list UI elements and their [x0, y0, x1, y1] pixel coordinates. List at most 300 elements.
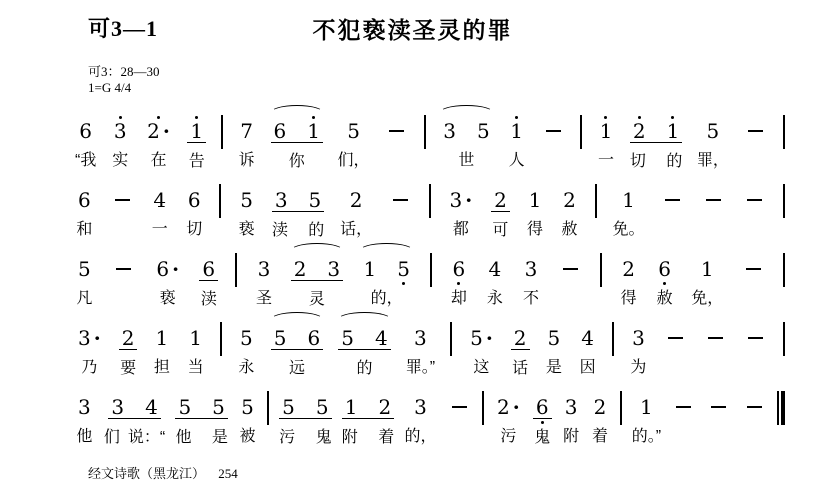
note [450, 242, 469, 310]
octave-dot-low [402, 282, 405, 285]
note-digit: 3 [111, 395, 125, 419]
hold-dash [660, 173, 685, 241]
note-digit: 1 [528, 188, 542, 212]
note [111, 104, 130, 172]
hold-dash [742, 173, 767, 241]
slur-group [272, 173, 324, 242]
note [108, 390, 127, 418]
note-digit: 2 [121, 326, 135, 350]
note-digit: 5 [273, 326, 287, 350]
note [491, 173, 510, 242]
note-digit: 1 [344, 395, 358, 419]
lyric: 可 [492, 222, 509, 239]
slur-arc [270, 312, 324, 328]
note-digit: 6 [273, 119, 287, 143]
hold-dash [384, 104, 409, 172]
note-digit: 2 [494, 188, 507, 212]
note-digit: 5 [470, 326, 483, 350]
slur-group [630, 104, 682, 173]
note [199, 242, 218, 311]
page-title: 不犯亵渎圣灵的罪 [312, 17, 513, 43]
hymn-number: 254 [218, 466, 238, 481]
lyric [457, 427, 461, 448]
lyric: 要 [120, 360, 137, 377]
note [545, 311, 564, 379]
slur-arc [270, 105, 324, 121]
note-digit: 2 [293, 257, 307, 281]
augmentation-dot: · [93, 326, 101, 350]
augmentation-dot: · [162, 119, 170, 143]
slur-arc [290, 243, 344, 259]
hold-dash [663, 311, 688, 379]
note-digit: 7 [240, 119, 253, 143]
note-digit: 2 [513, 326, 527, 350]
lyric: 的， [370, 290, 403, 307]
slur-group [279, 380, 331, 449]
lyric: 人 [508, 152, 525, 169]
lyric: 着 [378, 429, 395, 446]
lyric: 赦 [561, 221, 578, 238]
note [279, 390, 298, 418]
lyric [398, 220, 402, 241]
lyrics [630, 152, 682, 173]
music-line [0, 380, 825, 449]
lyric: 附 [341, 429, 358, 446]
lyric: 亵 [238, 221, 255, 238]
note [591, 380, 610, 448]
note [238, 380, 257, 448]
lyric: 这 [473, 359, 490, 376]
barline [220, 311, 222, 356]
note-digit: 1 [666, 119, 680, 143]
slur-group [175, 380, 227, 449]
lyric: 你 [288, 153, 305, 170]
note [560, 173, 579, 241]
note [342, 390, 361, 418]
slur-group [104, 380, 165, 449]
lyric: 得 [620, 290, 637, 307]
barline [429, 173, 431, 218]
lyric: 鬼 [315, 429, 332, 446]
note-digit: 4 [153, 188, 167, 212]
lyric: 污 [279, 429, 296, 446]
key-time-signature: 1=G 4/4 [88, 80, 132, 95]
note-digit: 1 [155, 326, 169, 350]
note [255, 242, 274, 310]
note-digit: 1 [363, 257, 377, 281]
lyric [754, 151, 758, 172]
note-digit: 5 [78, 257, 91, 281]
note-digit: 6 [202, 257, 216, 281]
lyrics [175, 428, 227, 449]
hold-dash [541, 104, 566, 172]
barline [424, 104, 426, 149]
lyrics [272, 221, 324, 242]
music-line [0, 104, 825, 173]
lyric: 当 [187, 359, 204, 376]
note-digit: 2 [632, 119, 646, 143]
augmentation-dot: · [485, 326, 493, 350]
note-digit: 1 [640, 395, 653, 419]
note-digit: 3 [443, 119, 456, 143]
note-digit: 2 [378, 395, 392, 419]
note [404, 380, 436, 448]
note-digit: 3 [632, 326, 645, 350]
note [237, 311, 256, 379]
note [494, 380, 523, 448]
lyric: 说：“ [127, 429, 166, 446]
note-digit: 4 [374, 326, 388, 350]
augmentation-dot: · [172, 257, 180, 281]
barline [595, 173, 597, 218]
note-digit: 3 [414, 326, 427, 350]
lyrics [104, 428, 165, 449]
hold-dash [111, 242, 136, 310]
note [209, 390, 228, 418]
subheader [88, 64, 825, 96]
lyric [711, 220, 715, 241]
hold-dash [742, 380, 767, 448]
note [664, 114, 683, 142]
note-digit: 6 [307, 326, 321, 350]
note-digit: 5 [476, 119, 490, 143]
note-digit: 2 [622, 257, 635, 281]
lyric: 一 [151, 221, 168, 238]
note [522, 242, 541, 310]
note [142, 390, 161, 418]
note-digit: 5 [341, 326, 354, 350]
note-digit: 4 [488, 257, 502, 281]
lyric [121, 289, 125, 310]
note-digit: 6 [187, 188, 201, 212]
note-digit: 3 [78, 326, 91, 350]
music-line [0, 242, 825, 311]
lyric: 担 [153, 359, 170, 376]
lyric: 和 [76, 221, 93, 238]
hold-dash [110, 173, 135, 241]
lyric: 切 [629, 153, 646, 170]
note [691, 242, 723, 310]
barline [267, 380, 269, 425]
lyric: 渎 [200, 291, 217, 308]
lyric: 污 [500, 428, 517, 445]
note-digit: 5 [315, 395, 329, 419]
note-digit: 3 [564, 395, 578, 419]
note [632, 380, 661, 448]
lyrics [342, 428, 394, 449]
note [186, 311, 205, 379]
slur-group [271, 104, 323, 173]
hold-dash [701, 173, 726, 241]
note-digit: 2 [496, 395, 510, 419]
note-digit: 5 [241, 395, 254, 419]
hold-dash [743, 104, 768, 172]
lyric: 他 [76, 428, 93, 445]
slur-group [440, 104, 492, 172]
hold-dash [703, 311, 728, 379]
barline [221, 104, 223, 149]
note [447, 173, 476, 241]
lyric [752, 220, 756, 241]
note [175, 390, 194, 418]
lyric: 免。 [612, 221, 645, 238]
barline [620, 380, 622, 425]
note [75, 173, 94, 241]
note [119, 311, 138, 380]
hold-dash [706, 380, 731, 448]
barline [430, 242, 432, 287]
hold-dash [447, 380, 472, 448]
lyric: 切 [186, 221, 203, 238]
lyric: 们 [103, 429, 120, 446]
footer [88, 463, 825, 482]
lyric: 渎 [271, 222, 288, 239]
double-barline [777, 380, 785, 425]
lyric [120, 220, 124, 241]
lyric: 免， [691, 290, 724, 307]
lyric: 永 [486, 290, 503, 307]
hold-dash [558, 242, 583, 310]
lyric [752, 427, 756, 448]
note-digit: 5 [282, 395, 295, 419]
note-digit: 5 [240, 188, 253, 212]
note [376, 390, 395, 418]
lyric: “我 [75, 152, 97, 169]
note-digit: 2 [349, 188, 363, 212]
music-systems [0, 104, 825, 449]
lyric: 因 [579, 359, 596, 376]
lyric [751, 289, 755, 310]
note-digit: 5 [347, 119, 360, 143]
slur-arc [359, 243, 413, 259]
lyric: 在 [150, 152, 167, 169]
barline [450, 311, 452, 356]
lyric: 被 [239, 428, 256, 445]
note-digit: 1 [599, 119, 613, 143]
lyric: 的 [356, 360, 373, 377]
note [187, 104, 206, 173]
lyric: 告 [188, 153, 205, 170]
note-digit: 6 [156, 257, 170, 281]
note-digit: 1 [510, 119, 523, 143]
lyric [673, 358, 677, 379]
note [597, 104, 616, 172]
lyric: 罪， [696, 152, 729, 169]
slur-group [291, 242, 343, 311]
note-digit: 5 [547, 326, 561, 350]
note [153, 242, 182, 310]
lyric: 圣 [256, 290, 273, 307]
barline [482, 380, 484, 425]
note [630, 114, 649, 142]
note [338, 104, 370, 172]
barline [219, 173, 221, 218]
note-digit: 3 [449, 188, 463, 212]
lyric: 世 [458, 152, 475, 169]
scripture-reference: 可3：28—30 [88, 64, 160, 79]
lyric: 着 [592, 428, 609, 445]
note [629, 311, 648, 379]
note-digit: 6 [452, 257, 466, 281]
note-digit: 4 [145, 395, 158, 419]
note [562, 380, 581, 448]
lyric: 附 [563, 428, 580, 445]
note [150, 173, 169, 241]
note-digit: 4 [581, 326, 595, 350]
note [75, 380, 94, 448]
note-digit: 5 [706, 119, 720, 143]
lyric: 得 [526, 221, 543, 238]
barline [783, 104, 785, 149]
lyric [551, 151, 555, 172]
note [655, 242, 674, 310]
barline [612, 311, 614, 356]
catalog-number: 可3—1 [88, 16, 159, 41]
note [75, 242, 94, 310]
note-digit: 1 [307, 119, 320, 143]
augmentation-dot: · [465, 188, 473, 212]
barline [783, 242, 785, 287]
lyric [753, 358, 757, 379]
lyric: 是 [211, 429, 228, 446]
note-digit: 1 [700, 257, 714, 281]
lyric: 为 [630, 359, 647, 376]
note [75, 311, 104, 379]
note-digit: 3 [113, 119, 127, 143]
octave-dot-low [457, 282, 460, 285]
note-digit: 3 [78, 395, 91, 419]
slur-group [271, 311, 323, 380]
slur-arc [439, 105, 493, 121]
lyric: 鬼 [534, 429, 551, 446]
note-digit: 3 [274, 188, 288, 212]
note [144, 104, 173, 172]
note-digit: 2 [147, 119, 160, 143]
note-digit: 6 [79, 119, 93, 143]
note-digit: 1 [190, 119, 204, 143]
note-digit: 5 [178, 395, 192, 419]
note [313, 390, 332, 418]
octave-dot-low [541, 421, 544, 424]
lyric: 赦 [656, 290, 673, 307]
lyric: 不 [522, 290, 539, 307]
lyric: 的 [308, 222, 325, 239]
lyric: 却 [450, 290, 467, 307]
note-digit: 3 [414, 395, 427, 419]
note-digit: 6 [535, 395, 549, 419]
lyric: 他 [175, 429, 192, 446]
lyric: 灵 [308, 291, 325, 308]
note [237, 173, 256, 241]
lyric: 的。” [631, 428, 662, 445]
lyric: 永 [238, 359, 255, 376]
barline [783, 311, 785, 356]
note-digit: 2 [593, 395, 607, 419]
lyric: 话， [340, 221, 373, 238]
note [511, 311, 530, 380]
note [306, 183, 325, 211]
note-digit: 6 [658, 257, 671, 281]
music-line [0, 311, 825, 380]
note-digit: 5 [239, 326, 253, 350]
note-digit: 1 [622, 188, 635, 212]
note-digit: 5 [212, 395, 225, 419]
lyric: 们， [337, 152, 370, 169]
hymn-source: 经文诗歌（黑龙江） [88, 466, 206, 481]
lyric: 都 [452, 221, 469, 238]
lyric: 的， [404, 428, 437, 445]
lyric: 罪。” [405, 359, 436, 376]
note [272, 183, 291, 211]
lyric: 乃 [81, 359, 98, 376]
note [526, 173, 545, 241]
lyric [717, 427, 721, 448]
lyric: 话 [512, 360, 529, 377]
note [185, 173, 204, 241]
note-digit: 5 [397, 257, 410, 281]
note-digit: 1 [189, 326, 202, 350]
lyric [671, 220, 675, 241]
note-digit: 2 [563, 188, 576, 212]
barline [783, 173, 785, 218]
lyrics [279, 428, 331, 449]
slur-group [338, 311, 390, 380]
lyric: 远 [288, 360, 305, 377]
note-digit: 3 [524, 257, 538, 281]
lyric [568, 289, 572, 310]
lyric: 实 [112, 152, 129, 169]
hold-dash [671, 380, 696, 448]
barline [600, 242, 602, 287]
hold-dash [741, 242, 766, 310]
slur-arc [337, 312, 391, 328]
note [533, 380, 552, 449]
lyric: 的 [666, 153, 683, 170]
note [613, 173, 645, 241]
note [406, 311, 435, 379]
hold-dash [388, 173, 413, 241]
note [507, 104, 526, 172]
note [486, 242, 505, 310]
note-digit: 6 [78, 188, 91, 212]
lyric: 诉 [238, 152, 255, 169]
note-digit: 3 [257, 257, 271, 281]
note [619, 242, 638, 310]
music-line [0, 173, 825, 242]
lyric [394, 151, 398, 172]
note [152, 311, 171, 379]
note [578, 311, 597, 379]
hold-dash [743, 311, 768, 379]
lyric: 是 [545, 359, 562, 376]
note [697, 104, 729, 172]
note [75, 104, 96, 172]
lyric: 亵 [159, 290, 176, 307]
lyric [713, 358, 717, 379]
note [467, 311, 496, 379]
note [340, 173, 372, 241]
lyric [682, 427, 686, 448]
header [0, 0, 825, 48]
barline [235, 242, 237, 287]
note [237, 104, 256, 172]
octave-dot-low [663, 282, 666, 285]
note-digit: 5 [308, 188, 322, 212]
lyric: 凡 [76, 290, 93, 307]
augmentation-dot: · [512, 395, 520, 419]
note-digit: 3 [327, 257, 341, 281]
slur-group [360, 242, 412, 310]
